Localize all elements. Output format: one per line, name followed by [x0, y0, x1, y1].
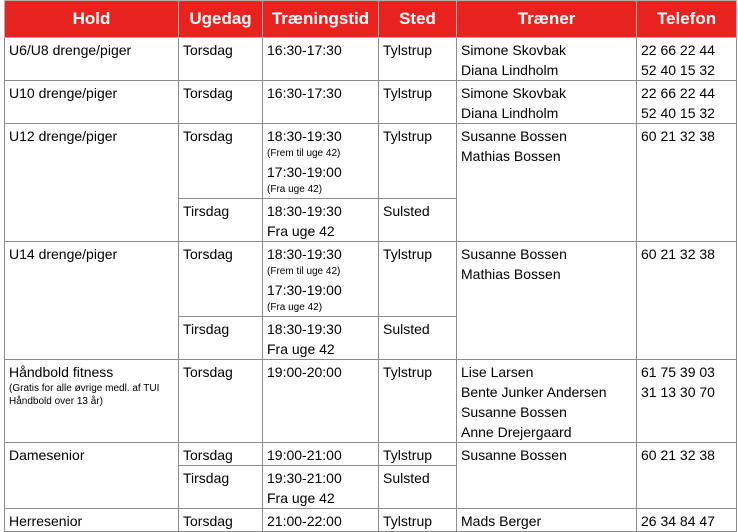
cell-tid [263, 242, 379, 317]
phone-number: 52 40 15 32 [641, 105, 715, 121]
cell-ugedag: Tirsdag [179, 317, 263, 360]
cell-ugedag: Torsdag [179, 124, 263, 199]
training-schedule-table [4, 0, 737, 532]
time-range: 17:30-19:00 [267, 282, 342, 298]
cell-sted: Tylstrup [379, 443, 457, 466]
table-row [5, 242, 737, 317]
cell-sted: Sulsted [379, 317, 457, 360]
cell-ugedag: Tirsdag [179, 199, 263, 242]
table-row [5, 81, 737, 124]
cell-sted: Tylstrup [379, 360, 457, 443]
cell-tid: 19:00-20:00 [263, 360, 379, 443]
cell-ugedag: Torsdag [179, 242, 263, 317]
cell-telefon [637, 38, 737, 81]
cell-ugedag: Torsdag [179, 509, 263, 532]
cell-tid: 16:30-17:30 [263, 81, 379, 124]
phone-number: 22 66 22 44 [641, 42, 715, 58]
cell-tid: 16:30-17:30 [263, 38, 379, 81]
phone-number: 52 40 15 32 [641, 62, 715, 78]
cell-traener [457, 124, 637, 242]
trainer-name: Lise Larsen [461, 364, 534, 380]
trainer-name: Mathias Bossen [461, 148, 561, 164]
trainer-name: Bente Junker Andersen [461, 384, 607, 400]
cell-ugedag: Torsdag [179, 443, 263, 466]
time-note: Fra uge 42 [267, 341, 335, 357]
cell-telefon: 60 21 32 38 [637, 242, 737, 360]
cell-sted: Sulsted [379, 199, 457, 242]
table-row [5, 443, 737, 466]
time-range: 17:30-19:00 [267, 164, 342, 180]
cell-hold: U10 drenge/piger [5, 81, 179, 124]
trainer-name: Susanne Bossen [461, 404, 567, 420]
cell-hold: U12 drenge/piger [5, 124, 179, 242]
trainer-name: Anne Drejergaard [461, 424, 572, 440]
header-ugedag: Ugedag [179, 1, 263, 38]
cell-telefon [637, 81, 737, 124]
cell-hold: Damesenior [5, 443, 179, 509]
cell-sted: Tylstrup [379, 509, 457, 532]
team-note: (Gratis for alle øvrige medl. af TUI Håndbold over 13 år) [9, 383, 160, 407]
cell-hold: U14 drenge/piger [5, 242, 179, 360]
header-hold: Hold [5, 1, 179, 38]
trainer-name: Mathias Bossen [461, 266, 561, 282]
cell-sted: Tylstrup [379, 81, 457, 124]
table-row [5, 360, 737, 443]
cell-tid [263, 466, 379, 509]
time-range: 18:30-19:30 [267, 203, 342, 219]
time-range: 18:30-19:30 [267, 321, 342, 337]
cell-traener [457, 38, 637, 81]
phone-number: 31 13 30 70 [641, 384, 715, 400]
table-row [5, 38, 737, 81]
cell-sted: Tylstrup [379, 242, 457, 317]
time-range: 18:30-19:30 [267, 246, 342, 262]
time-note: Fra uge 42 [267, 490, 335, 506]
cell-telefon: 60 21 32 38 [637, 124, 737, 242]
header-telefon: Telefon [637, 1, 737, 38]
time-note: (Frem til uge 42) [267, 266, 341, 277]
cell-traener: Mads Berger [457, 509, 637, 532]
cell-tid: 19:00-21:00 [263, 443, 379, 466]
cell-hold: U6/U8 drenge/piger [5, 38, 179, 81]
cell-ugedag: Tirsdag [179, 466, 263, 509]
cell-tid [263, 199, 379, 242]
cell-hold: Herresenior [5, 509, 179, 532]
cell-tid [263, 317, 379, 360]
header-sted: Sted [379, 1, 457, 38]
cell-ugedag: Torsdag [179, 81, 263, 124]
header-row [5, 1, 737, 38]
cell-tid: 21:00-22:00 [263, 509, 379, 532]
trainer-name: Diana Lindholm [461, 62, 559, 78]
trainer-name: Simone Skovbak [461, 42, 567, 58]
header-traeningstid: Træningstid [263, 1, 379, 38]
cell-traener [457, 242, 637, 360]
cell-sted: Tylstrup [379, 124, 457, 199]
cell-telefon [637, 360, 737, 443]
cell-ugedag: Torsdag [179, 38, 263, 81]
trainer-name: Susanne Bossen [461, 246, 567, 262]
cell-telefon: 26 34 84 47 [637, 509, 737, 532]
trainer-name: Susanne Bossen [461, 128, 567, 144]
phone-number: 22 66 22 44 [641, 85, 715, 101]
cell-sted: Tylstrup [379, 38, 457, 81]
time-range: 19:30-21:00 [267, 470, 342, 486]
table-row [5, 124, 737, 199]
cell-tid [263, 124, 379, 199]
cell-ugedag: Torsdag [179, 360, 263, 443]
cell-sted: Sulsted [379, 466, 457, 509]
header-traener: Træner [457, 1, 637, 38]
cell-traener [457, 360, 637, 443]
time-note: Fra uge 42 [267, 223, 335, 239]
cell-traener: Susanne Bossen [457, 443, 637, 509]
cell-hold [5, 360, 179, 443]
trainer-name: Simone Skovbak [461, 85, 567, 101]
cell-traener [457, 81, 637, 124]
time-note: (Fra uge 42) [267, 302, 323, 313]
team-name: Håndbold fitness [9, 364, 114, 380]
time-range: 18:30-19:30 [267, 128, 342, 144]
time-note: (Frem til uge 42) [267, 148, 341, 159]
phone-number: 61 75 39 03 [641, 364, 715, 380]
cell-telefon: 60 21 32 38 [637, 443, 737, 509]
trainer-name: Diana Lindholm [461, 105, 559, 121]
time-note: (Fra uge 42) [267, 184, 323, 195]
